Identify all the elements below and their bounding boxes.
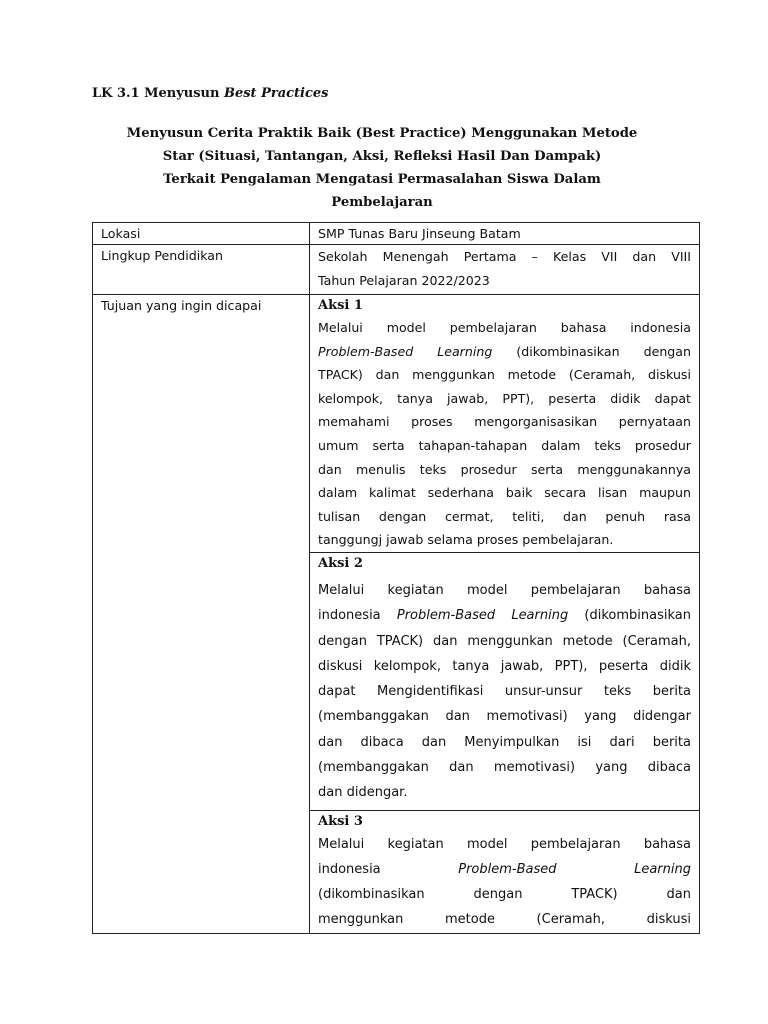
aksi-1-line: Melalui model pembelajaran bahasa indonesia <box>318 320 691 335</box>
aksi-2-cell <box>310 552 700 810</box>
lingkup-value-line-2: Tahun Pelajaran 2022/2023 <box>318 273 490 288</box>
aksi-2-line: diskusi kelompok, tanya jawab, PPT), peserta didik <box>318 658 691 674</box>
aksi-2-line-2-post: (dikombinasikan <box>568 608 691 624</box>
aksi-1-line: umum serta tahapan-tahapan dalam teks prosedur <box>318 437 691 453</box>
aksi-3-line: Melalui kegiatan model pembelajaran bahasa <box>318 836 691 852</box>
title-line-2: Star (Situasi, Tantangan, Aksi, Refleksi Hasil Dan Dampak) <box>162 149 602 164</box>
aksi-1-line: tulisan dengan cermat, teliti, dan penuh rasa <box>318 508 691 524</box>
best-practice-table <box>92 222 700 934</box>
aksi-1-line-2-rest: (dikombinasikan dengan <box>516 343 691 359</box>
lingkup-value-line-1: Sekolah Menengah Pertama – Kelas VII dan VIII <box>318 249 691 264</box>
aksi-1-line: tanggungj jawab selama proses pembelajaran. <box>318 532 614 548</box>
aksi-2-line: dengan TPACK) dan menggunkan metode (Ceramah, <box>318 633 691 649</box>
aksi-2-italic-term: Problem-Based Learning <box>396 608 569 624</box>
aksi-3-italic-b: Learning <box>634 861 691 877</box>
aksi-3-line: menggunkan metode (Ceramah, diskusi <box>318 911 691 927</box>
table-row-tujuan <box>93 295 700 553</box>
aksi-2-line: dapat Mengidentifikasi unsur-unsur teks berita <box>318 684 691 700</box>
aksi-3-cell <box>310 810 700 933</box>
lingkup-label: Lingkup Pendidikan <box>93 245 310 295</box>
title-line-3: Terkait Pengalaman Mengatasi Permasalahan Siswa Dalam <box>163 172 601 187</box>
aksi-2-line: dan didengar. <box>318 785 408 801</box>
aksi-1-line: memahami proses mengorganisasikan pernyataan <box>318 414 691 430</box>
aksi-1-line: TPACK) dan menggunkan metode (Ceramah, diskusi <box>318 367 691 383</box>
aksi-1-title: Aksi 1 <box>318 298 363 313</box>
aksi-2-line-2 <box>318 603 691 628</box>
aksi-3-italic-a: Problem-Based <box>458 861 557 877</box>
lokasi-value: SMP Tunas Baru Jinseung Batam <box>310 223 700 245</box>
lokasi-label: Lokasi <box>93 223 310 245</box>
aksi-2-line-2-pre: indonesia <box>318 608 397 624</box>
aksi-1-cell <box>310 295 700 553</box>
aksi-1-line: dalam kalimat sederhana baik secara lisan maupun <box>318 485 691 501</box>
aksi-2-line: (membanggakan dan memotivasi) yang didengar <box>318 709 691 725</box>
aksi-2-line: (membanggakan dan memotivasi) yang dibaca <box>318 760 691 776</box>
aksi-1-italic-term: Problem-Based Learning <box>318 343 493 359</box>
aksi-3-line-2-pre: indonesia <box>318 861 381 877</box>
aksi-1-line: kelompok, tanya jawab, PPT), peserta didik dapat <box>318 390 691 406</box>
aksi-2-line: dan dibaca dan Menyimpulkan isi dari berita <box>318 734 691 750</box>
aksi-3-line-2 <box>318 857 691 882</box>
lingkup-value <box>310 245 700 295</box>
tujuan-label: Tujuan yang ingin dicapai <box>93 295 310 934</box>
table-row-lingkup <box>93 245 700 295</box>
aksi-1-line-2 <box>318 340 691 364</box>
heading-prefix: LK 3.1 Menyusun <box>92 86 224 101</box>
heading-italic: Best Practices <box>223 86 329 101</box>
aksi-3-line: (dikombinasikan dengan TPACK) dan <box>318 886 691 902</box>
table-row-lokasi <box>93 223 700 245</box>
aksi-2-line: Melalui kegiatan model pembelajaran bahasa <box>318 582 691 598</box>
aksi-3-title: Aksi 3 <box>318 813 363 829</box>
title-line-4: Pembelajaran <box>331 195 433 210</box>
aksi-3-content <box>318 811 691 932</box>
title-line-1: Menyusun Cerita Praktik Baik (Best Practice) Menggunakan Metode <box>126 126 638 141</box>
aksi-2-title: Aksi 2 <box>318 555 363 571</box>
aksi-1-line: dan menulis teks prosedur serta menggunakannya <box>318 461 691 477</box>
document-title <box>92 122 672 214</box>
document-heading <box>92 86 329 101</box>
